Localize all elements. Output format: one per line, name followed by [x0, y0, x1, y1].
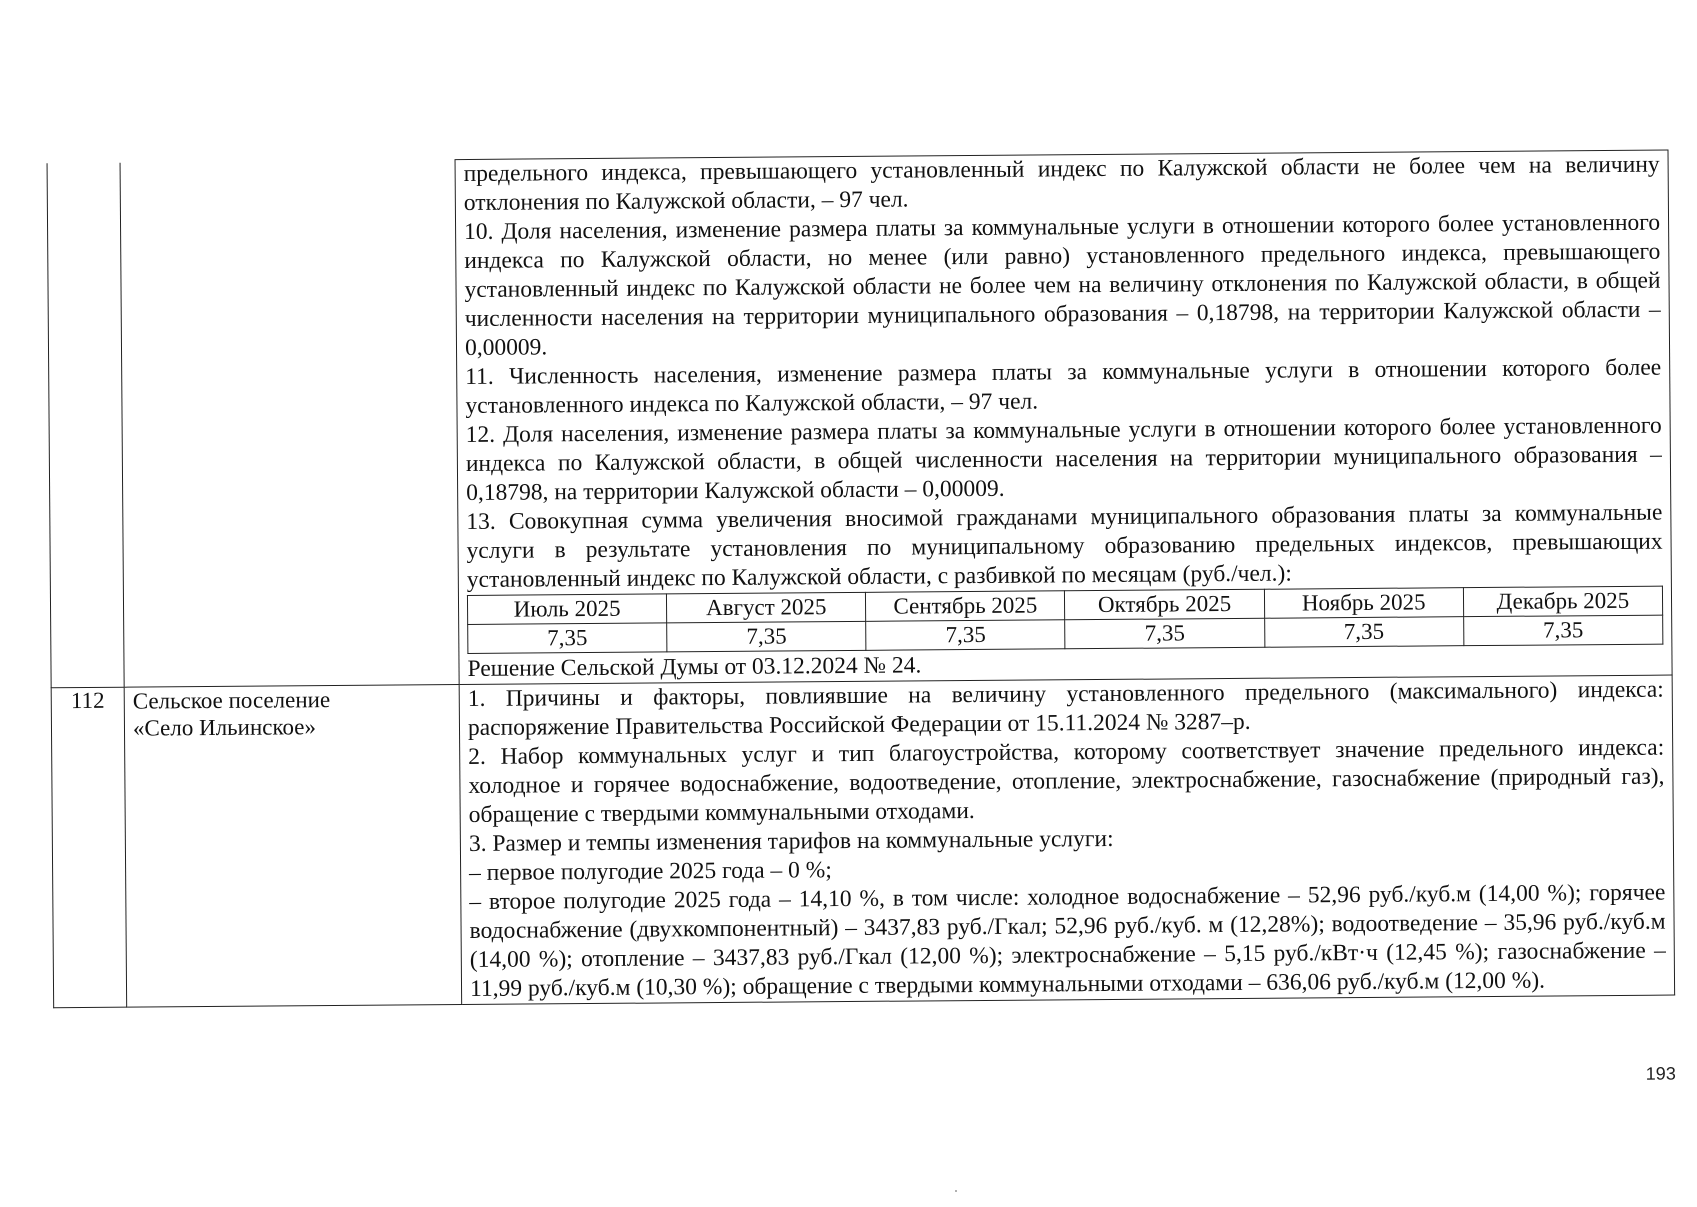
- municipality-name: [124, 685, 462, 1008]
- month-value: 7,35: [1463, 615, 1662, 646]
- month-value: 7,35: [667, 621, 866, 652]
- paragraph: 11. Численность населения, изменение размера платы за коммунальные услуги в отношении которого более установленного индекса по Калужской области, – 97 чел.: [465, 354, 1662, 420]
- month-header: Сентябрь 2025: [866, 591, 1065, 622]
- indices-table: [47, 150, 1676, 1009]
- paragraph: – второе полугодие 2025 года – 14,10 %, в том числе: холодное водоснабжение – 52,96 руб./куб.м (14,00 %); горячее водоснабжение (двухкомпонентный) – 3437,83 руб./Гкал; 52,96 руб./куб. м (12,28%); водоотведение – 35,96 руб./куб.м (14,00 %); отопление – 3437,83 руб./Гкал (12,00 %); электроснабжение – 5,15 руб./кВт·ч (12,45 %); газоснабжение – 11,99 руб./куб.м (10,30 %); обращение с твердыми коммунальными отходами – 636,06 руб./куб.м (12,00 %).: [469, 879, 1666, 1002]
- month-header: Июль 2025: [467, 594, 666, 625]
- month-header: Ноябрь 2025: [1264, 588, 1463, 619]
- paragraph: 12. Доля населения, изменение размера платы за коммунальные услуги в отношении которого более установленного индекса по Калужской области, в общей численности населения на территории муниципального образования – 0,18798, на территории Калужской области – 0,00009.: [465, 412, 1662, 506]
- paragraph: 3. Размер и темпы изменения тарифов на коммунальные услуги:: [468, 825, 1114, 857]
- month-value: 7,35: [468, 623, 667, 654]
- details-cell: [455, 150, 1672, 685]
- row-number-cell: [47, 162, 124, 688]
- monthly-increase-table: [467, 586, 1663, 654]
- municipality-name-line: «Село Ильинское»: [132, 714, 317, 741]
- month-value: 7,35: [1065, 618, 1264, 649]
- paragraph: предельного индекса, превышающего установленный индекс по Калужской области не более чем на величину отклонения по Калужской области, – 97 чел.: [463, 151, 1660, 217]
- month-value: 7,35: [1264, 617, 1463, 648]
- scan-speck: [955, 1190, 957, 1192]
- details-cell: [459, 675, 1674, 1005]
- month-header: Декабрь 2025: [1463, 586, 1662, 617]
- paragraph: 13. Совокупная сумма увеличения вносимой гражданами муниципального образования платы за коммунальные услуги в результате установления по муниципальному образованию предельных индексов, превышающих установленный индекс по Калужской области, с разбивкой по месяцам (руб./чел.):: [466, 499, 1663, 593]
- paragraph: – первое полугодие 2025 года – 0 %;: [469, 857, 832, 886]
- month-header: Август 2025: [667, 592, 866, 623]
- month-value: 7,35: [866, 620, 1065, 651]
- page-number: 193: [1645, 1063, 1676, 1084]
- month-header: Октябрь 2025: [1065, 589, 1264, 620]
- table-row: [51, 675, 1674, 1008]
- table-row: [47, 150, 1672, 688]
- paragraph: 1. Причины и факторы, повлиявшие на величину установленного предельного (максимального) индекса: распоряжение Правительства Российской Федерации от 15.11.2024 № 3287–р.: [467, 676, 1664, 741]
- municipality-name-line: Сельское поселение: [132, 687, 331, 714]
- paragraph: 2. Набор коммунальных услуг и тип благоустройства, которому соответствует значение предельного индекса: холодное и горячее водоснабжение, водоотведение, отопление, электроснабжение, газоснабжение (природный газ), обращение с твердыми коммунальными отходами.: [468, 734, 1665, 828]
- municipality-cell: [120, 160, 459, 688]
- decision-reference: Решение Сельской Думы от 03.12.2024 № 24.: [467, 652, 922, 682]
- row-number: 112: [51, 687, 127, 1008]
- paragraph: 10. Доля населения, изменение размера платы за коммунальные услуги в отношении которого более установленного индекса по Калужской области, но менее (или равно) установленного предельного индекса, превышающего установленный индекс по Калужской области не более чем на величину отклонения по Калужской области, в общей численности населения на территории муниципального образования – 0,18798, на территории Калужской области – 0,00009.: [463, 209, 1661, 362]
